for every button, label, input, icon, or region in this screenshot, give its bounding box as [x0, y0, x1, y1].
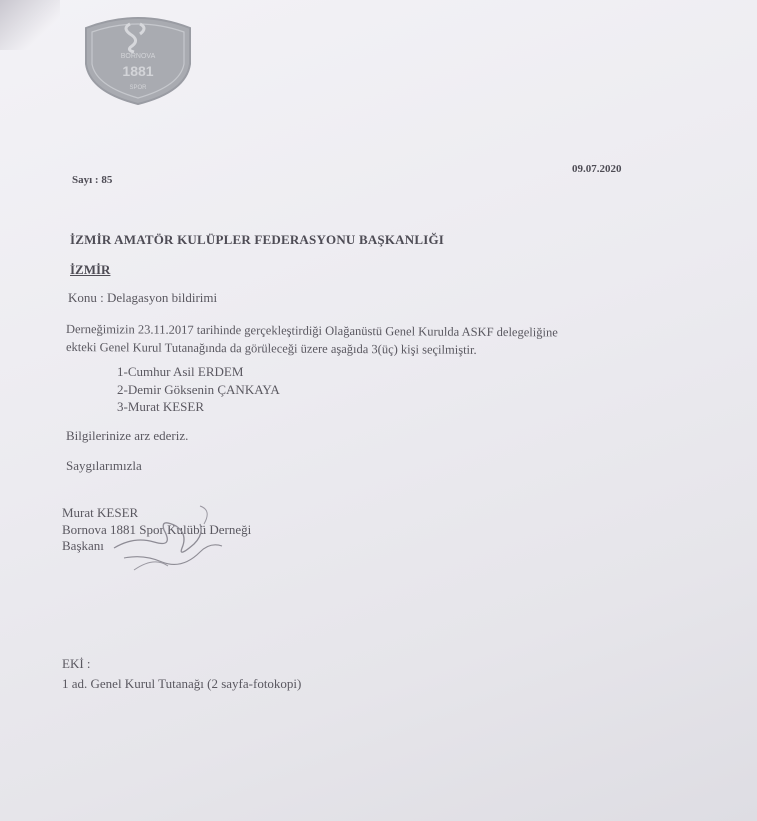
- recipient-title: İZMİR AMATÖR KULÜPLER FEDERASYONU BAŞKANLIĞI: [70, 232, 445, 247]
- signatory-club: Bornova 1881 Spor Kulübü Derneği: [62, 522, 252, 537]
- body-paragraph-line: Derneğimizin 23.11.2017 tarihinde gerçekleştirdiği Olağanüstü Genel Kurulda ASKF delegeliğine: [65, 322, 558, 340]
- page-fold-shadow: [0, 0, 60, 50]
- attachment-item: 1 ad. Genel Kurul Tutanağı (2 sayfa-fotokopi): [62, 676, 302, 691]
- closing-statement: Bilgilerinize arz ederiz.: [66, 428, 189, 443]
- delegate-list-item: 3-Murat KESER: [117, 399, 205, 414]
- signatory-name: Murat KESER: [62, 505, 139, 520]
- body-paragraph-line: ekteki Genel Kurul Tutanağında da görüleceği üzere aşağıda 3(üç) kişi seçilmiştir.: [65, 340, 477, 357]
- delegate-list-item: 2-Demir Göksenin ÇANKAYA: [117, 382, 280, 397]
- signatory-title: Başkanı: [62, 538, 104, 553]
- recipient-city: İZMİR: [70, 262, 111, 277]
- delegate-list-item: 1-Cumhur Asil ERDEM: [117, 364, 244, 379]
- reference-number: Sayı : 85: [72, 174, 113, 186]
- attachments-label: EKİ :: [62, 656, 91, 671]
- svg-text:BORNOVA: BORNOVA: [120, 53, 156, 60]
- club-seal-logo: [82, 14, 194, 106]
- subject-line: Konu : Delagasyon bildirimi: [68, 290, 218, 305]
- svg-text:1881: 1881: [122, 63, 154, 79]
- handwritten-signature: [104, 496, 234, 576]
- svg-text:SPOR: SPOR: [129, 85, 147, 91]
- regards-line: Saygılarımızla: [66, 458, 142, 473]
- document-date: 09.07.2020: [572, 163, 622, 175]
